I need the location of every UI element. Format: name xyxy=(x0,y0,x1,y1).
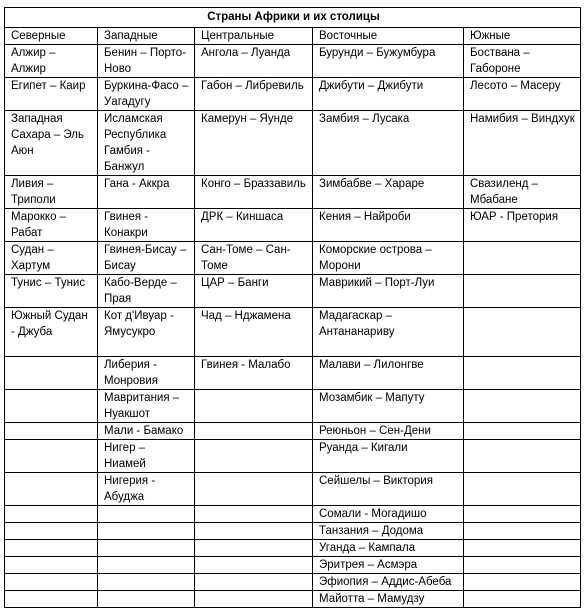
table-cell-west xyxy=(98,523,195,540)
table-cell-central xyxy=(195,440,313,473)
table-cell-north xyxy=(5,473,98,506)
table-cell-west: Гвинея-Бисау – Бисау xyxy=(98,242,195,275)
table-cell-north: Южный Судан - Джуба xyxy=(5,308,98,357)
table-cell-north: Западная Сахара – Эль Аюн xyxy=(5,111,98,176)
table-row xyxy=(5,111,581,176)
table-cell-north xyxy=(5,591,98,608)
table-row xyxy=(5,78,581,111)
table-cell-central xyxy=(195,390,313,423)
table-cell-west: Буркина-Фасо – Уагадугу xyxy=(98,78,195,111)
table-cell-central: Ангола – Луанда xyxy=(195,45,313,78)
table-cell-central: Сан-Томе – Сан-Томе xyxy=(195,242,313,275)
table-row xyxy=(5,591,581,608)
table-cell-east: Джибути – Джибути xyxy=(313,78,464,111)
table-cell-south: Намибия – Виндхук xyxy=(464,111,581,176)
table-cell-north xyxy=(5,357,98,390)
table-cell-east: Замбия – Лусака xyxy=(313,111,464,176)
table-cell-central: ДРК – Киншаса xyxy=(195,209,313,242)
table-row xyxy=(5,176,581,209)
capitals-table xyxy=(4,7,581,608)
table-cell-east: Майотта – Мамудзу xyxy=(313,591,464,608)
table-cell-south xyxy=(464,523,581,540)
table-cell-south xyxy=(464,506,581,523)
table-cell-south xyxy=(464,242,581,275)
table-cell-east: Маврикий – Порт-Луи xyxy=(313,275,464,308)
header-cell-south: Южные xyxy=(464,28,581,45)
table-row xyxy=(5,473,581,506)
table-row xyxy=(5,275,581,308)
table-cell-central xyxy=(195,591,313,608)
table-cell-east: Бурунди – Бужумбура xyxy=(313,45,464,78)
table-cell-south xyxy=(464,308,581,357)
table-cell-west xyxy=(98,591,195,608)
table-cell-south xyxy=(464,473,581,506)
table-cell-east: Малави – Лилонгве xyxy=(313,357,464,390)
table-cell-east: Эфиопия – Аддис-Абеба xyxy=(313,574,464,591)
table-cell-east: Мадагаскар – Антананариву xyxy=(313,308,464,357)
table-cell-north: Ливия – Триполи xyxy=(5,176,98,209)
table-cell-west: Нигерия - Абуджа xyxy=(98,473,195,506)
table-row xyxy=(5,357,581,390)
table-cell-west: Кот д'Ивуар - Ямусукро xyxy=(98,308,195,357)
table-cell-north xyxy=(5,557,98,574)
table-cell-south xyxy=(464,423,581,440)
header-cell-central: Центральные xyxy=(195,28,313,45)
table-cell-east: Руанда – Кигали xyxy=(313,440,464,473)
header-cell-north: Северные xyxy=(5,28,98,45)
table-cell-south: ЮАР - Претория xyxy=(464,209,581,242)
table-cell-south: Свазиленд – Мбабане xyxy=(464,176,581,209)
table-cell-north xyxy=(5,523,98,540)
table-row xyxy=(5,423,581,440)
table-row xyxy=(5,557,581,574)
table-cell-central: ЦАР – Банги xyxy=(195,275,313,308)
table-cell-north xyxy=(5,423,98,440)
table-cell-east: Сейшелы – Виктория xyxy=(313,473,464,506)
table-cell-central: Конго – Браззавиль xyxy=(195,176,313,209)
table-cell-east: Коморские острова – Морони xyxy=(313,242,464,275)
table-cell-east: Уганда – Кампала xyxy=(313,540,464,557)
table-cell-east: Сомали - Могадишо xyxy=(313,506,464,523)
table-cell-south xyxy=(464,540,581,557)
table-cell-west: Мавритания – Нуакшот xyxy=(98,390,195,423)
table-cell-east: Эритрея – Асмэра xyxy=(313,557,464,574)
table-cell-south xyxy=(464,574,581,591)
table-cell-north xyxy=(5,574,98,591)
table-cell-north xyxy=(5,540,98,557)
header-cell-west: Западные xyxy=(98,28,195,45)
table-cell-north: Марокко – Рабат xyxy=(5,209,98,242)
table-row xyxy=(5,440,581,473)
table-cell-east: Танзания – Додома xyxy=(313,523,464,540)
table-cell-central xyxy=(195,557,313,574)
table-cell-west: Нигер – Ниамей xyxy=(98,440,195,473)
table-cell-central: Габон – Либревиль xyxy=(195,78,313,111)
table-cell-north: Египет – Каир xyxy=(5,78,98,111)
table-cell-central: Гвинея - Малабо xyxy=(195,357,313,390)
table-cell-west: Либерия - Монровия xyxy=(98,357,195,390)
table-row xyxy=(5,540,581,557)
table-cell-central xyxy=(195,423,313,440)
table-cell-south xyxy=(464,390,581,423)
table-cell-central xyxy=(195,473,313,506)
table-cell-north xyxy=(5,506,98,523)
table-cell-north: Судан – Хартум xyxy=(5,242,98,275)
table-cell-west: Кабо-Верде – Прая xyxy=(98,275,195,308)
table-title: Страны Африки и их столицы xyxy=(5,8,581,28)
table-cell-west: Гвинея - Конакри xyxy=(98,209,195,242)
table-cell-east: Мозамбик – Мапуту xyxy=(313,390,464,423)
table-cell-west: Гана - Аккра xyxy=(98,176,195,209)
table-cell-south xyxy=(464,357,581,390)
table-cell-north xyxy=(5,440,98,473)
table-cell-north xyxy=(5,390,98,423)
table-cell-central: Чад – Нджамена xyxy=(195,308,313,357)
table-body xyxy=(5,28,581,608)
header-row xyxy=(5,28,581,45)
table-cell-east: Кения – Найроби xyxy=(313,209,464,242)
table-cell-central xyxy=(195,523,313,540)
table-cell-south: Лесото – Масеру xyxy=(464,78,581,111)
table-cell-west xyxy=(98,557,195,574)
table-cell-central: Камерун – Яунде xyxy=(195,111,313,176)
table-cell-west xyxy=(98,574,195,591)
table-row xyxy=(5,574,581,591)
table-cell-east: Реюньон – Сен-Дени xyxy=(313,423,464,440)
table-row xyxy=(5,390,581,423)
table-cell-central xyxy=(195,506,313,523)
table-row xyxy=(5,506,581,523)
table-row xyxy=(5,209,581,242)
table-cell-south xyxy=(464,275,581,308)
table-cell-south xyxy=(464,591,581,608)
table-cell-north: Алжир – Алжир xyxy=(5,45,98,78)
table-cell-west: Бенин – Порто-Ново xyxy=(98,45,195,78)
table-row xyxy=(5,242,581,275)
table-cell-south xyxy=(464,440,581,473)
table-cell-north: Тунис – Тунис xyxy=(5,275,98,308)
table-cell-south xyxy=(464,557,581,574)
table-cell-east: Зимбабве – Хараре xyxy=(313,176,464,209)
table-cell-west xyxy=(98,506,195,523)
table-cell-central xyxy=(195,540,313,557)
table-cell-west: Исламская Республика Гамбия - Банжул xyxy=(98,111,195,176)
table-cell-south: Боствана – Габороне xyxy=(464,45,581,78)
table-cell-central xyxy=(195,574,313,591)
header-cell-east: Восточные xyxy=(313,28,464,45)
table-cell-west: Мали - Бамако xyxy=(98,423,195,440)
table-row xyxy=(5,523,581,540)
table-row xyxy=(5,308,581,357)
title-row xyxy=(5,8,581,28)
table-row xyxy=(5,45,581,78)
table-cell-west xyxy=(98,540,195,557)
